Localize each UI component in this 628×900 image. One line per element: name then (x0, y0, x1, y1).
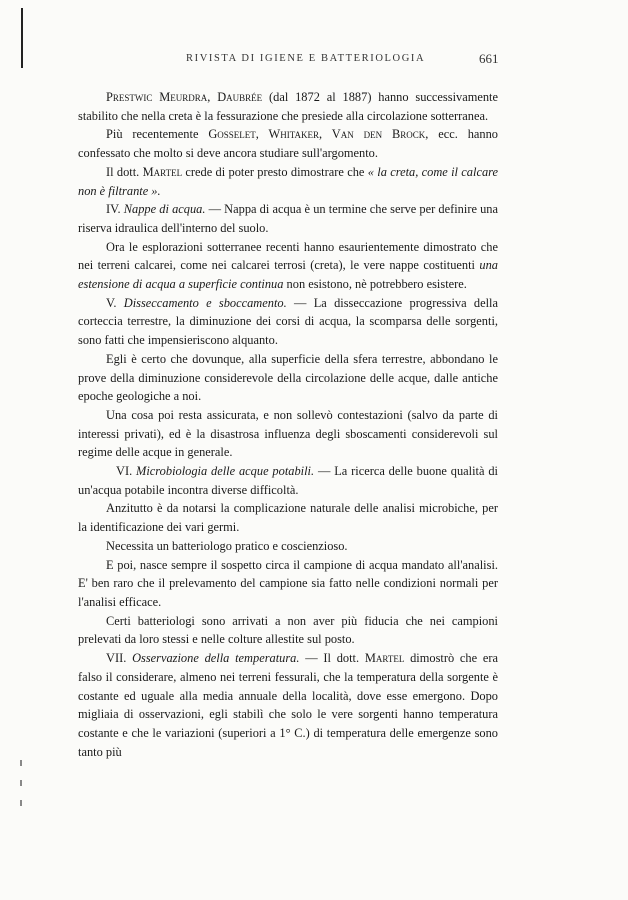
journal-title: RIVISTA DI IGIENE E BATTERIOLOGIA (186, 53, 426, 64)
text-run: Disseccamento e sboccamento. (123, 295, 287, 310)
margin-mark (20, 800, 22, 806)
text-run: Certi batteriologi sono arrivati a non aver più fiducia che nei campioni prelevati da loro stessi e nelle colture allestite sul posto. (78, 613, 498, 647)
binding-edge-line (21, 8, 23, 68)
text-run: dimostrò che era falso il considerare, almeno nei terreni fessurali, che la temperatura della sorgente è costante ed uguale alla media annuale della località, dove esse emergono. Dopo migliaia di osservazioni, egli stabilì che solo le vere sorgenti hanno temperatura costante e che le variazioni (superiori a 1° C.) di temperatura delle emergenze sono tanto più (78, 651, 498, 759)
paragraph (78, 350, 498, 406)
paragraph (78, 200, 498, 237)
text-run: , ecc. hanno confessato che molto si deve ancora studiare sull'argomento. (78, 127, 499, 161)
paragraph (78, 294, 498, 350)
text-run: Prestwic Meurdra, Daubrée (106, 90, 263, 104)
text-run: Osservazione della temperatura. (132, 651, 300, 666)
paragraph (78, 649, 498, 761)
text-run: una estensione di acqua a superficie continua (78, 258, 498, 292)
text-run: Martel (364, 651, 405, 666)
running-header (96, 53, 516, 71)
text-run: IV. (106, 202, 124, 217)
paragraph (78, 163, 498, 200)
body-text (78, 88, 498, 761)
page-number: 661 (479, 51, 499, 66)
margin-mark (20, 780, 22, 786)
text-run: Microbiologia delle acque potabili. (136, 464, 315, 479)
margin-marks (16, 754, 26, 806)
paragraph (78, 88, 498, 125)
text-run: Il dott. (106, 164, 143, 179)
text-run: — La ricerca delle buone qualità di un'acqua potabile incontra diverse difficoltà. (78, 464, 498, 497)
text-run: (dal 1872 al 1887) hanno successivamente stabilito che nella creta è la fessurazione che presiede alla circolazione sotterranea. (78, 90, 498, 123)
text-run: Ora le esplorazioni sotterranee recenti hanno esaurientemente dimostrato che nei terreni calcarei, come nei calcarei terrosi (creta), le vere nappe costituenti (78, 239, 498, 273)
text-run: crede di poter presto dimostrare che (182, 164, 368, 179)
paragraph (78, 125, 498, 162)
text-run: V. (106, 295, 124, 310)
paragraph (78, 499, 498, 536)
margin-mark (20, 760, 22, 766)
paragraph (78, 537, 498, 556)
text-run: Una cosa poi resta assicurata, e non sollevò contestazioni (salvo da parte di interessi privati), ed è la disastrosa influenza degli sboscamenti considerevoli sul regime delle acque in generale. (78, 407, 498, 460)
text-run: Gosselet, Whitaker, Van den Brock (208, 127, 426, 142)
text-run: Egli è certo che dovunque, alla superficie della sfera terrestre, abbondano le prove della diminuzione considerevole della circolazione delle acque, dalle antiche epoche geologiche a noi. (78, 351, 498, 404)
text-run: « la creta, come il calcare non è filtrante ». (78, 164, 499, 198)
text-run: — La disseccazione progressiva della corteccia terrestre, la diminuzione dei corsi di acqua, la scomparsa delle sorgenti, sono fatti che impensieriscono alquanto. (78, 295, 499, 348)
text-run: VI. (116, 464, 137, 479)
paragraph (78, 556, 498, 612)
paragraph (78, 238, 498, 294)
text-run: — Nappa di acqua è un termine che serve per definire una riserva idraulica dell'interno del suolo. (78, 202, 499, 235)
text-run: E poi, nasce sempre il sospetto circa il campione di acqua mandato all'analisi. E' ben raro che il prelevamento del campione sia fatto nelle condizioni normali per l'analisi efficace. (78, 557, 498, 609)
paragraph (78, 612, 498, 649)
text-run: VII. (106, 651, 133, 666)
text-run: Più recentemente (106, 127, 209, 142)
text-run: Martel (142, 164, 183, 179)
paragraph (78, 406, 498, 462)
text-run: — Il dott. (299, 651, 365, 666)
paragraph (78, 462, 498, 499)
text-run: Necessita un batteriologo pratico e coscienzioso. (106, 538, 348, 553)
text-run: non esistono, nè potrebbero esistere. (283, 277, 467, 292)
text-run: Anzitutto è da notarsi la complicazione naturale delle analisi microbiche, per la identificazione dei vari germi. (78, 501, 498, 535)
text-run: Nappe di acqua. (123, 202, 206, 217)
